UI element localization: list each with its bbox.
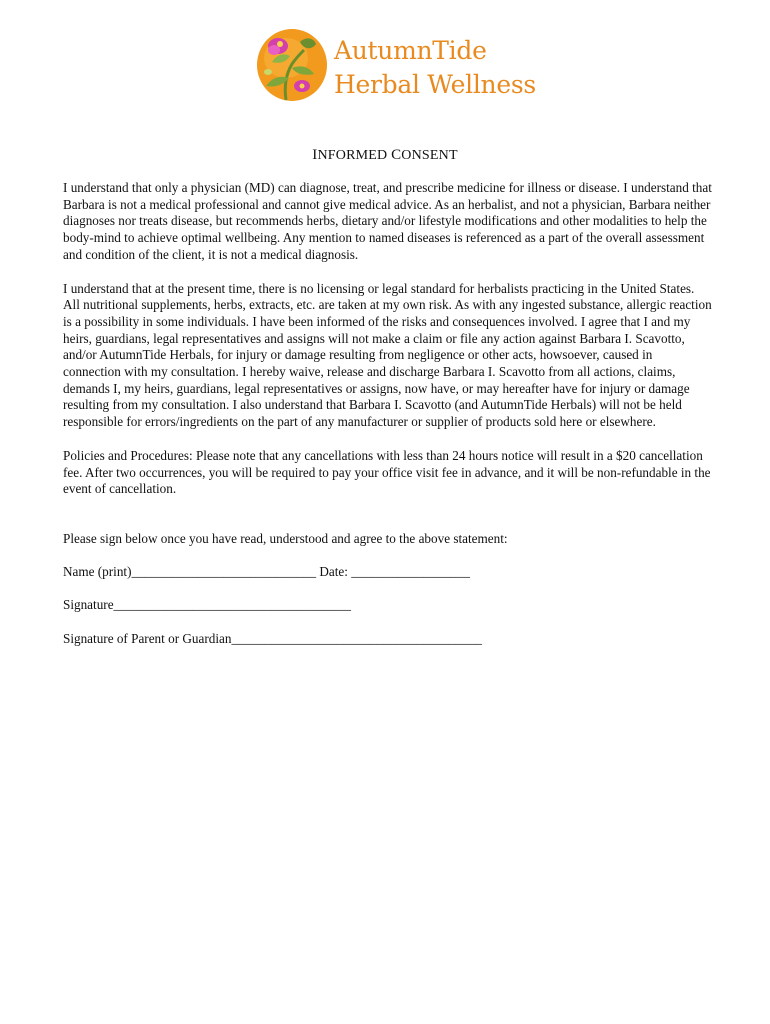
title-part-1: NFORMED	[317, 148, 392, 163]
document-title	[0, 147, 770, 164]
flower-logo-icon	[256, 28, 328, 102]
consent-body	[63, 180, 713, 665]
signature-field[interactable]: Signature____________________________________	[63, 597, 351, 613]
brand-line-1: AutumnTide	[334, 36, 487, 65]
paragraph-diagnosis: I understand that only a physician (MD) can diagnose, treat, and prescribe medicine for illness or disease. I understand that Barbara is not a medical professional and cannot give medical advice. As an herbalist, and not a physician, Barbara neither diagnoses nor treats disease, but recommends herbs, dietary and/or lifestyle modifications and other modalities to help the body-mind to achieve optimal wellbeing. Any mention to named diseases is referenced as a part of the overall assessment and condition of the client, it is not a medical diagnosis.	[63, 180, 712, 262]
brand-name	[334, 34, 536, 102]
name-date-field[interactable]: Name (print)____________________________ Date: __________________	[63, 563, 470, 579]
brand-line-2: Herbal Wellness	[334, 70, 536, 99]
title-initial-2: C	[391, 147, 402, 163]
paragraph-liability: I understand that at the present time, there is no licensing or legal standard for herbalists practicing in the United States. All nutritional supplements, herbs, extracts, etc. are taken at my own risk. As with any ingested substance, allergic reaction is a possibility in some individuals. I have been informed of the risks and consequences involved. I agree that I and my heirs, guardians, legal representatives and assigns will not make a claim or file any action against Barbara I. Scavotto, and/or AutumnTide Herbals, for injury or damage resulting from negligence or other acts, howsoever, caused in connection with my consultation. I hereby waive, release and discharge Barbara I. Scavotto from all actions, claims, demands I, my heirs, guardians, legal representatives or assigns, now have, or may hereafter have for injury or damage resulting from my consultation. I also understand that Barbara I. Scavotto (and AutumnTide Herbals) will not be held responsible for errors/ingredients on the part of any manufacturer or supplier of products sold here or elsewhere.	[63, 280, 712, 430]
title-part-2: ONSENT	[401, 148, 458, 163]
paragraph-policies: Policies and Procedures: Please note that any cancellations with less than 24 hours notice will result in a $20 cancellation fee. After two occurrences, you will be required to pay your office visit fee in advance, and it will be non-refundable in the event of cancellation.	[63, 447, 711, 497]
title-initial-1: I	[312, 147, 318, 163]
sign-instructions: Please sign below once you have read, understood and agree to the above statement:	[63, 530, 508, 546]
guardian-signature-field[interactable]: Signature of Parent or Guardian______________________________________	[63, 631, 483, 647]
letterhead	[256, 28, 536, 108]
